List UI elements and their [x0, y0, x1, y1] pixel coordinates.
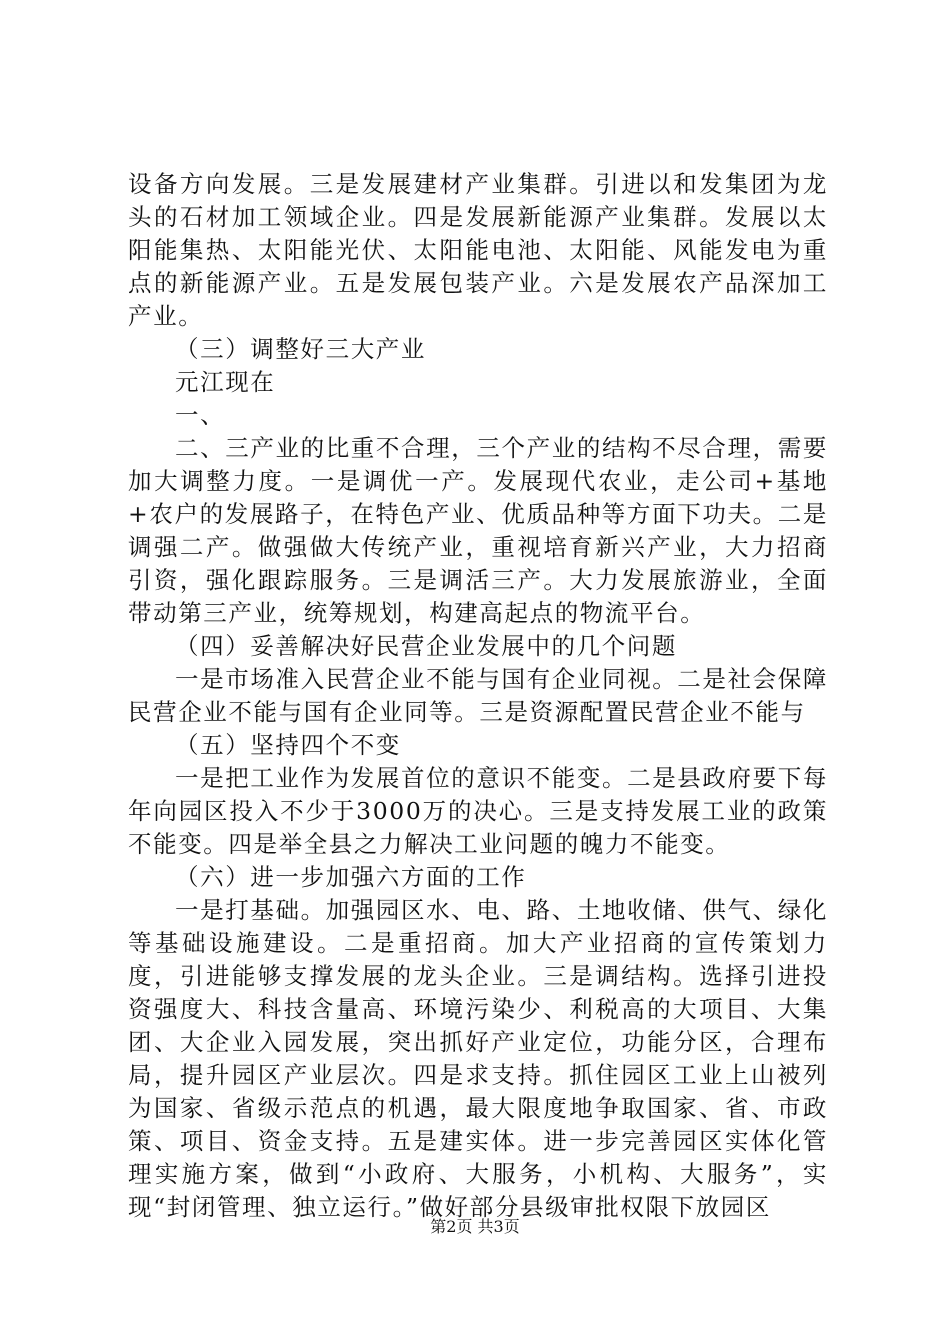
paragraph: 二、三产业的比重不合理，三个产业的结构不尽合理，需要加大调整力度。一是调优一产。发展现代农业，走公司+基地+农户的发展路子，在特色产业、优质品种等方面下功夫。二是调强二产。做强做大传统产业，重视培育新兴产业，大力招商引资，强化跟踪服务。三是调活三产。大力发展旅游业，全面带动第三产业，统筹规划，构建高起点的物流平台。 — [128, 434, 828, 627]
paragraph: 一、 — [175, 401, 226, 429]
section-heading-5: （五）坚持四个不变 — [175, 731, 401, 759]
paragraph: 一是把工业作为发展首位的意识不能变。二是县政府要下每年向园区投入不少于3000万的决心。三是支持发展工业的政策不能变。四是举全县之力解决工业问题的魄力不能变。 — [128, 764, 828, 858]
page-number-label: 第2页 共3页 — [430, 1217, 520, 1236]
section-heading-6: （六）进一步加强六方面的工作 — [175, 863, 527, 891]
page-footer — [0, 1217, 950, 1237]
paragraph: 元江现在 — [175, 368, 276, 396]
paragraph: 一是市场准入民营企业不能与国有企业同视。二是社会保障民营企业不能与国有企业同等。三是资源配置民营企业不能与 — [128, 665, 828, 726]
section-heading-3: （三）调整好三大产业 — [175, 335, 426, 363]
paragraph-continuation: 设备方向发展。三是发展建材产业集群。引进以和发集团为龙头的石材加工领域企业。四是发展新能源产业集群。发展以太阳能集热、太阳能光伏、太阳能电池、太阳能、风能发电为重点的新能源产业。五是发展包装产业。六是发展农产品深加工产业。 — [128, 170, 828, 330]
document-body — [128, 168, 828, 1224]
section-heading-4: （四）妥善解决好民营企业发展中的几个问题 — [175, 632, 677, 660]
paragraph: 一是打基础。加强园区水、电、路、土地收储、供气、绿化等基础设施建设。二是重招商。加大产业招商的宣传策划力度，引进能够支撑发展的龙头企业。三是调结构。选择引进投资强度大、科技含量高、环境污染少、利税高的大项目、大集团、大企业入园发展，突出抓好产业定位，功能分区，合理布局，提升园区产业层次。四是求支持。抓住园区工业上山被列为国家、省级示范点的机遇，最大限度地争取国家、省、市政策、项目、资金支持。五是建实体。进一步完善园区实体化管理实施方案，做到“小政府、大服务，小机构、大服务”，实现“封闭管理、独立运行。”做好部分县级审批权限下放园区 — [128, 896, 828, 1221]
